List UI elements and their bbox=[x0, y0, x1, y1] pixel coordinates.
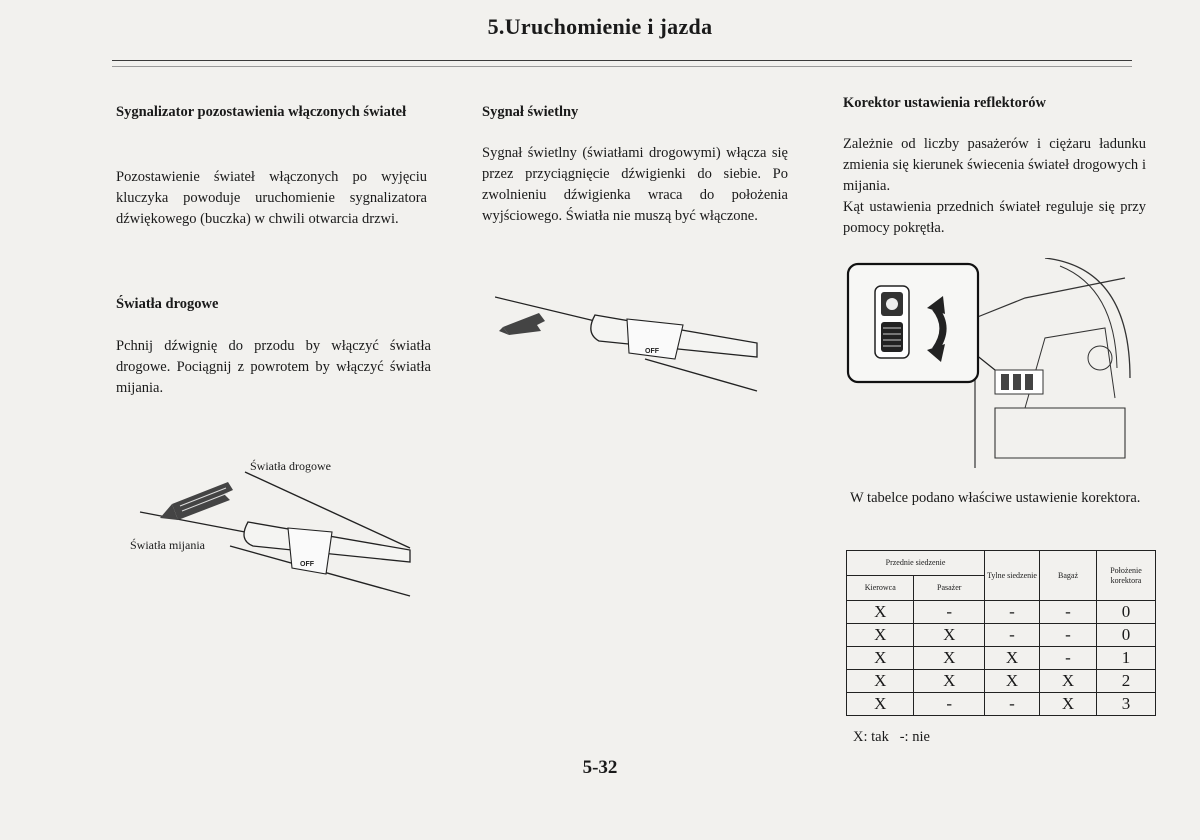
heading-flash-signal: Sygnał świetlny bbox=[482, 104, 579, 120]
table-row bbox=[847, 624, 1156, 647]
cell-passenger: X bbox=[914, 670, 985, 693]
cell-rear: - bbox=[985, 624, 1040, 647]
label-high-beam: Światła drogowe bbox=[250, 459, 331, 473]
cell-position: 2 bbox=[1097, 670, 1156, 693]
cell-position: 1 bbox=[1097, 647, 1156, 670]
table-row bbox=[847, 647, 1156, 670]
figure-stalk-high-low-beam bbox=[120, 450, 420, 600]
cell-passenger: - bbox=[914, 693, 985, 716]
cell-luggage: - bbox=[1040, 601, 1097, 624]
th-front-seats: Przednie siedzenie bbox=[847, 551, 985, 576]
cell-luggage: X bbox=[1040, 670, 1097, 693]
cell-driver: X bbox=[847, 601, 914, 624]
cell-driver: X bbox=[847, 670, 914, 693]
text-table-intro: W tabelce podano właściwe ustawienie korektora. bbox=[850, 490, 1141, 506]
table-legend: X: tak -: nie bbox=[853, 729, 930, 745]
cell-driver: X bbox=[847, 693, 914, 716]
heading-headlight-leveling: Korektor ustawienia reflektorów bbox=[843, 95, 1046, 111]
th-luggage: Bagaż bbox=[1040, 551, 1097, 601]
th-passenger: Pasażer bbox=[914, 576, 985, 601]
th-driver: Kierowca bbox=[847, 576, 914, 601]
title-divider-secondary bbox=[112, 66, 1132, 67]
label-low-beam: Światła mijania bbox=[130, 538, 205, 552]
cell-passenger: - bbox=[914, 601, 985, 624]
figure-stalk-flash bbox=[495, 285, 765, 395]
cell-luggage: - bbox=[1040, 624, 1097, 647]
cell-position: 0 bbox=[1097, 624, 1156, 647]
cell-passenger: X bbox=[914, 647, 985, 670]
page-title: 5.Uruchomienie i jazda bbox=[487, 14, 713, 39]
cell-position: 0 bbox=[1097, 601, 1156, 624]
table-row bbox=[847, 670, 1156, 693]
cell-luggage: - bbox=[1040, 647, 1097, 670]
cell-rear: - bbox=[985, 693, 1040, 716]
th-leveler-position: Położenie korektora bbox=[1097, 551, 1156, 601]
switch-off-label-1: OFF bbox=[300, 561, 314, 568]
cell-rear: X bbox=[985, 670, 1040, 693]
table-row bbox=[847, 601, 1156, 624]
title-divider bbox=[112, 60, 1132, 61]
text-high-beams: Pchnij dźwignię do przodu by włączyć światła drogowe. Pociągnij z powrotem by włączyć światła mijania. bbox=[116, 338, 431, 396]
text-headlight-dial: Kąt ustawienia przednich świateł reguluje się przy pomocy pokrętła. bbox=[843, 199, 1146, 236]
cell-luggage: X bbox=[1040, 693, 1097, 716]
cell-driver: X bbox=[847, 624, 914, 647]
table-row bbox=[847, 693, 1156, 716]
cell-rear: X bbox=[985, 647, 1040, 670]
cell-position: 3 bbox=[1097, 693, 1156, 716]
th-rear-seat: Tylne siedzenie bbox=[985, 551, 1040, 601]
cell-passenger: X bbox=[914, 624, 985, 647]
text-flash-signal: Sygnał świetlny (światłami drogowymi) włącza się przez przyciągnięcie dźwigienki do siebie. Po zwolnieniu dźwigienka wraca do położenia wyjściowego. Światła nie muszą być włączone. bbox=[482, 145, 788, 224]
heading-high-beams: Światła drogowe bbox=[116, 296, 219, 312]
text-lights-on-warning: Pozostawienie świateł włączonych po wyjęciu kluczyka powoduje uruchomienie sygnalizatora dźwiękowego (buczka) w chwili otwarcia drzwi. bbox=[116, 169, 427, 227]
cell-driver: X bbox=[847, 647, 914, 670]
text-headlight-leveling: Zależnie od liczby pasażerów i ciężaru ładunku zmienia się kierunek świecenia świateł drogowych i mijania. bbox=[843, 136, 1146, 194]
cell-rear: - bbox=[985, 601, 1040, 624]
figure-dashboard-leveler bbox=[845, 258, 1135, 473]
page-number: 5-32 bbox=[582, 757, 618, 778]
leveling-table bbox=[846, 550, 1156, 716]
switch-off-label-2: OFF bbox=[645, 348, 659, 355]
heading-lights-on-warning: Sygnalizator pozostawienia włączonych świateł bbox=[116, 104, 407, 120]
